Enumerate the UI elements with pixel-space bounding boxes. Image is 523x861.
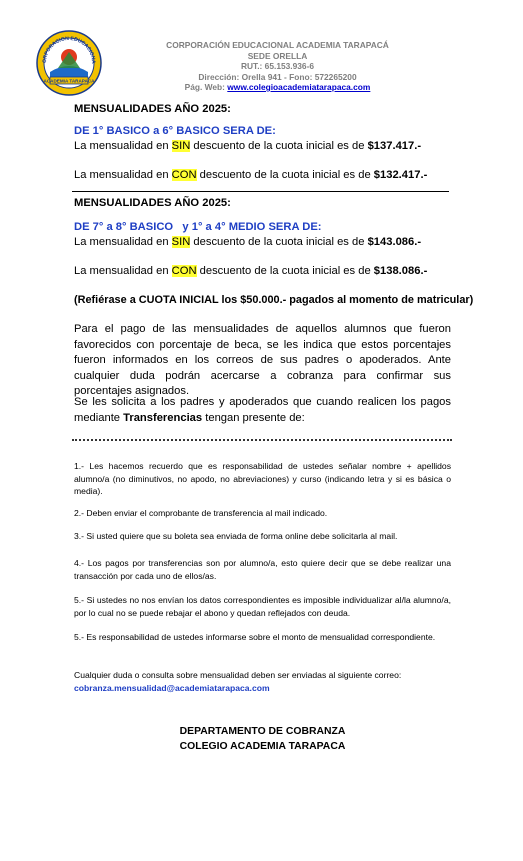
website-link[interactable]: www.colegioacademiatarapaca.com (227, 82, 371, 92)
contact-email[interactable]: cobranza.mensualidad@academiatarapaca.com (74, 683, 270, 693)
address: Dirección: Orella 941 - Fono: 572265200 (198, 71, 357, 82)
section2-title: MENSUALIDADES AÑO 2025: (74, 197, 231, 209)
list-item: 3.- Si usted quiere que su boleta sea enviada de forma online debe solicitarla al mail. (74, 531, 398, 541)
contact-text: Cualquier duda o consulta sobre mensualidad deben ser enviadas al siguiente correo: (74, 670, 402, 680)
transfer-intro: Se les solicita a los padres y apoderados que cuando realicen los pagos mediante Transferencias tengan presente de: (74, 396, 451, 424)
highlight-con: CON (171, 265, 197, 277)
highlight-con: CON (171, 169, 197, 181)
amount: $137.417.- (367, 140, 422, 152)
section1-title: MENSUALIDADES AÑO 2025: (74, 103, 231, 115)
logo-ring-text-bottom: ACADEMIA TARAPACA (43, 78, 95, 84)
amount: $132.417.- (373, 169, 428, 181)
cuota-inicial-note: (Refiérase a CUOTA INICIAL los $50.000.- pagados al momento de matricular) (74, 294, 474, 306)
rut: RUT.: 65.153.936-6 (240, 61, 315, 71)
school-logo (36, 30, 102, 96)
list-item: 5.- Es responsabilidad de ustedes informarse sobre el monto de mensualidad correspondiente. (74, 632, 436, 642)
section1-subtitle: DE 1° BASICO a 6° BASICO SERA DE: (74, 125, 276, 137)
logo-ring-text-top: ORPORACION EDUCACIONA (41, 35, 97, 64)
section1-line-con: La mensualidad en CON descuento de la cuota inicial es de $132.417.- (74, 169, 428, 181)
amount: $143.086.- (367, 236, 422, 248)
section2-subtitle: DE 7° a 8° BASICO y 1° a 4° MEDIO SERA DE: (74, 221, 322, 233)
web-label: Pág. Web: (184, 82, 225, 92)
list-item: 2.- Deben enviar el comprobante de transferencia al mail indicado. (74, 508, 328, 518)
footer-department: DEPARTAMENTO DE COBRANZA (179, 726, 346, 737)
highlight-sin: SIN (171, 140, 191, 152)
list-item: 1.- Les hacemos recuerdo que es responsabilidad de ustedes señalar nombre + apellidos alumno/a (no diminutivos, no apodo, no abreviaciones) y curso (indicando letra y si es básica o media). (74, 461, 451, 497)
list-item: 4.- Los pagos por transferencias son por alumno/a, esto quiere decir que se debe realizar una transacción por cada uno de ellos/as. (74, 558, 451, 581)
beca-paragraph: Para el pago de las mensualidades de aquellos alumnos que fueron favorecidos con porcentaje de beca, se les indica que estos porcentajes fueron informados en los correos de sus padres o apoderados. Ante cualquier duda podrán acercarse a cobranza para confirmar sus porcentajes asignados. (74, 323, 451, 398)
section1-line-sin: La mensualidad en SIN descuento de la cuota inicial es de $137.417.- (74, 140, 422, 152)
highlight-sin: SIN (171, 236, 191, 248)
letterhead (110, 40, 445, 93)
section-divider (72, 191, 449, 192)
section2-line-con: La mensualidad en CON descuento de la cuota inicial es de $138.086.- (74, 265, 428, 277)
footer-school: COLEGIO ACADEMIA TARAPACA (179, 741, 346, 752)
org-name: CORPORACIÓN EDUCACIONAL ACADEMIA TARAPACÁ (166, 40, 389, 50)
section2-line-sin: La mensualidad en SIN descuento de la cuota inicial es de $143.086.- (74, 236, 422, 248)
dotted-divider (72, 439, 452, 441)
list-item: 5.- Si ustedes no nos envían los datos correspondientes es imposible individualizar al/la alumno/a, por lo cual no se puede rebajar el abono y quedan reflejados con deuda. (74, 595, 451, 618)
amount: $138.086.- (373, 265, 428, 277)
sede-name: SEDE ORELLA (247, 50, 308, 61)
website-line (110, 82, 445, 93)
